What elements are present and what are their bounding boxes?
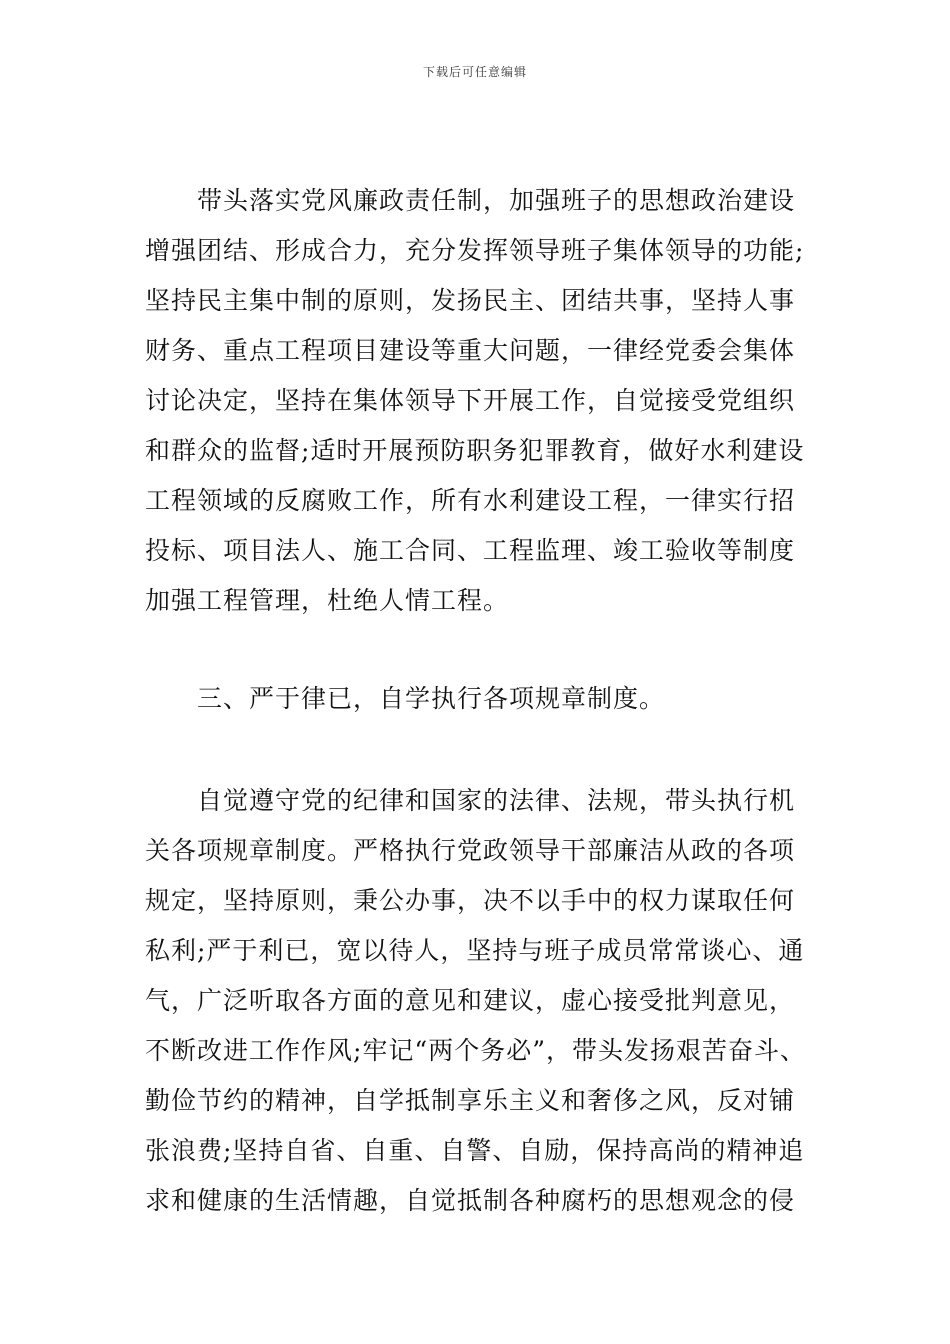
text-line: 讨论决定，坚持在集体领导下开展工作，自觉接受党组织 [145,386,796,415]
text-line: 不断改进工作作风;牢记“两个务必”，带头发扬艰苦奋斗、 [145,1036,806,1065]
text-line: 勤俭节约的精神，自学抵制享乐主义和奢侈之风，反对铺 [145,1086,796,1115]
paragraph-party-responsibility [145,176,835,626]
text-line: 张浪费;坚持自省、自重、自警、自励，保持高尚的精神追 [145,1136,805,1165]
text-line: 投标、项目法人、施工合同、工程监理、竣工验收等制度 [145,536,796,565]
text-line: 加强工程管理，杜绝人情工程。 [145,586,510,615]
text-line: 增强团结、形成合力，充分发挥领导班子集体领导的功能; [145,236,805,265]
text-line: 求和健康的生活情趣，自觉抵制各种腐朽的思想观念的侵 [145,1186,796,1215]
text-line: 私利;严于利已，宽以待人，坚持与班子成员常常谈心、通 [145,936,805,965]
paragraph-self-discipline [145,776,835,1226]
text-line: 工程领域的反腐败工作，所有水利建设工程，一律实行招 [145,486,796,515]
text-line: 关各项规章制度。严格执行党政领导干部廉洁从政的各项 [145,836,796,865]
text-line: 财务、重点工程项目建设等重大问题，一律经党委会集体 [145,336,796,365]
text-line: 规定，坚持原则，秉公办事，决不以手中的权力谋取任何 [145,886,796,915]
text-line: 和群众的监督;适时开展预防职务犯罪教育，做好水利建设 [145,436,805,465]
text-line: 带头落实党风廉政责任制，加强班子的思想政治建设 [197,186,796,215]
page-header: 下载后可任意编辑 [422,65,527,79]
text-line: 坚持民主集中制的原则，发扬民主、团结共事，坚持人事 [145,286,796,315]
section-heading-text: 三、严于律已，自学执行各项规章制度。 [197,684,666,713]
text-line: 自觉遵守党的纪律和国家的法律、法规，带头执行机 [197,786,796,815]
text-line: 气，广泛听取各方面的意见和建议，虚心接受批判意见， [145,986,796,1015]
section-heading [145,674,835,724]
